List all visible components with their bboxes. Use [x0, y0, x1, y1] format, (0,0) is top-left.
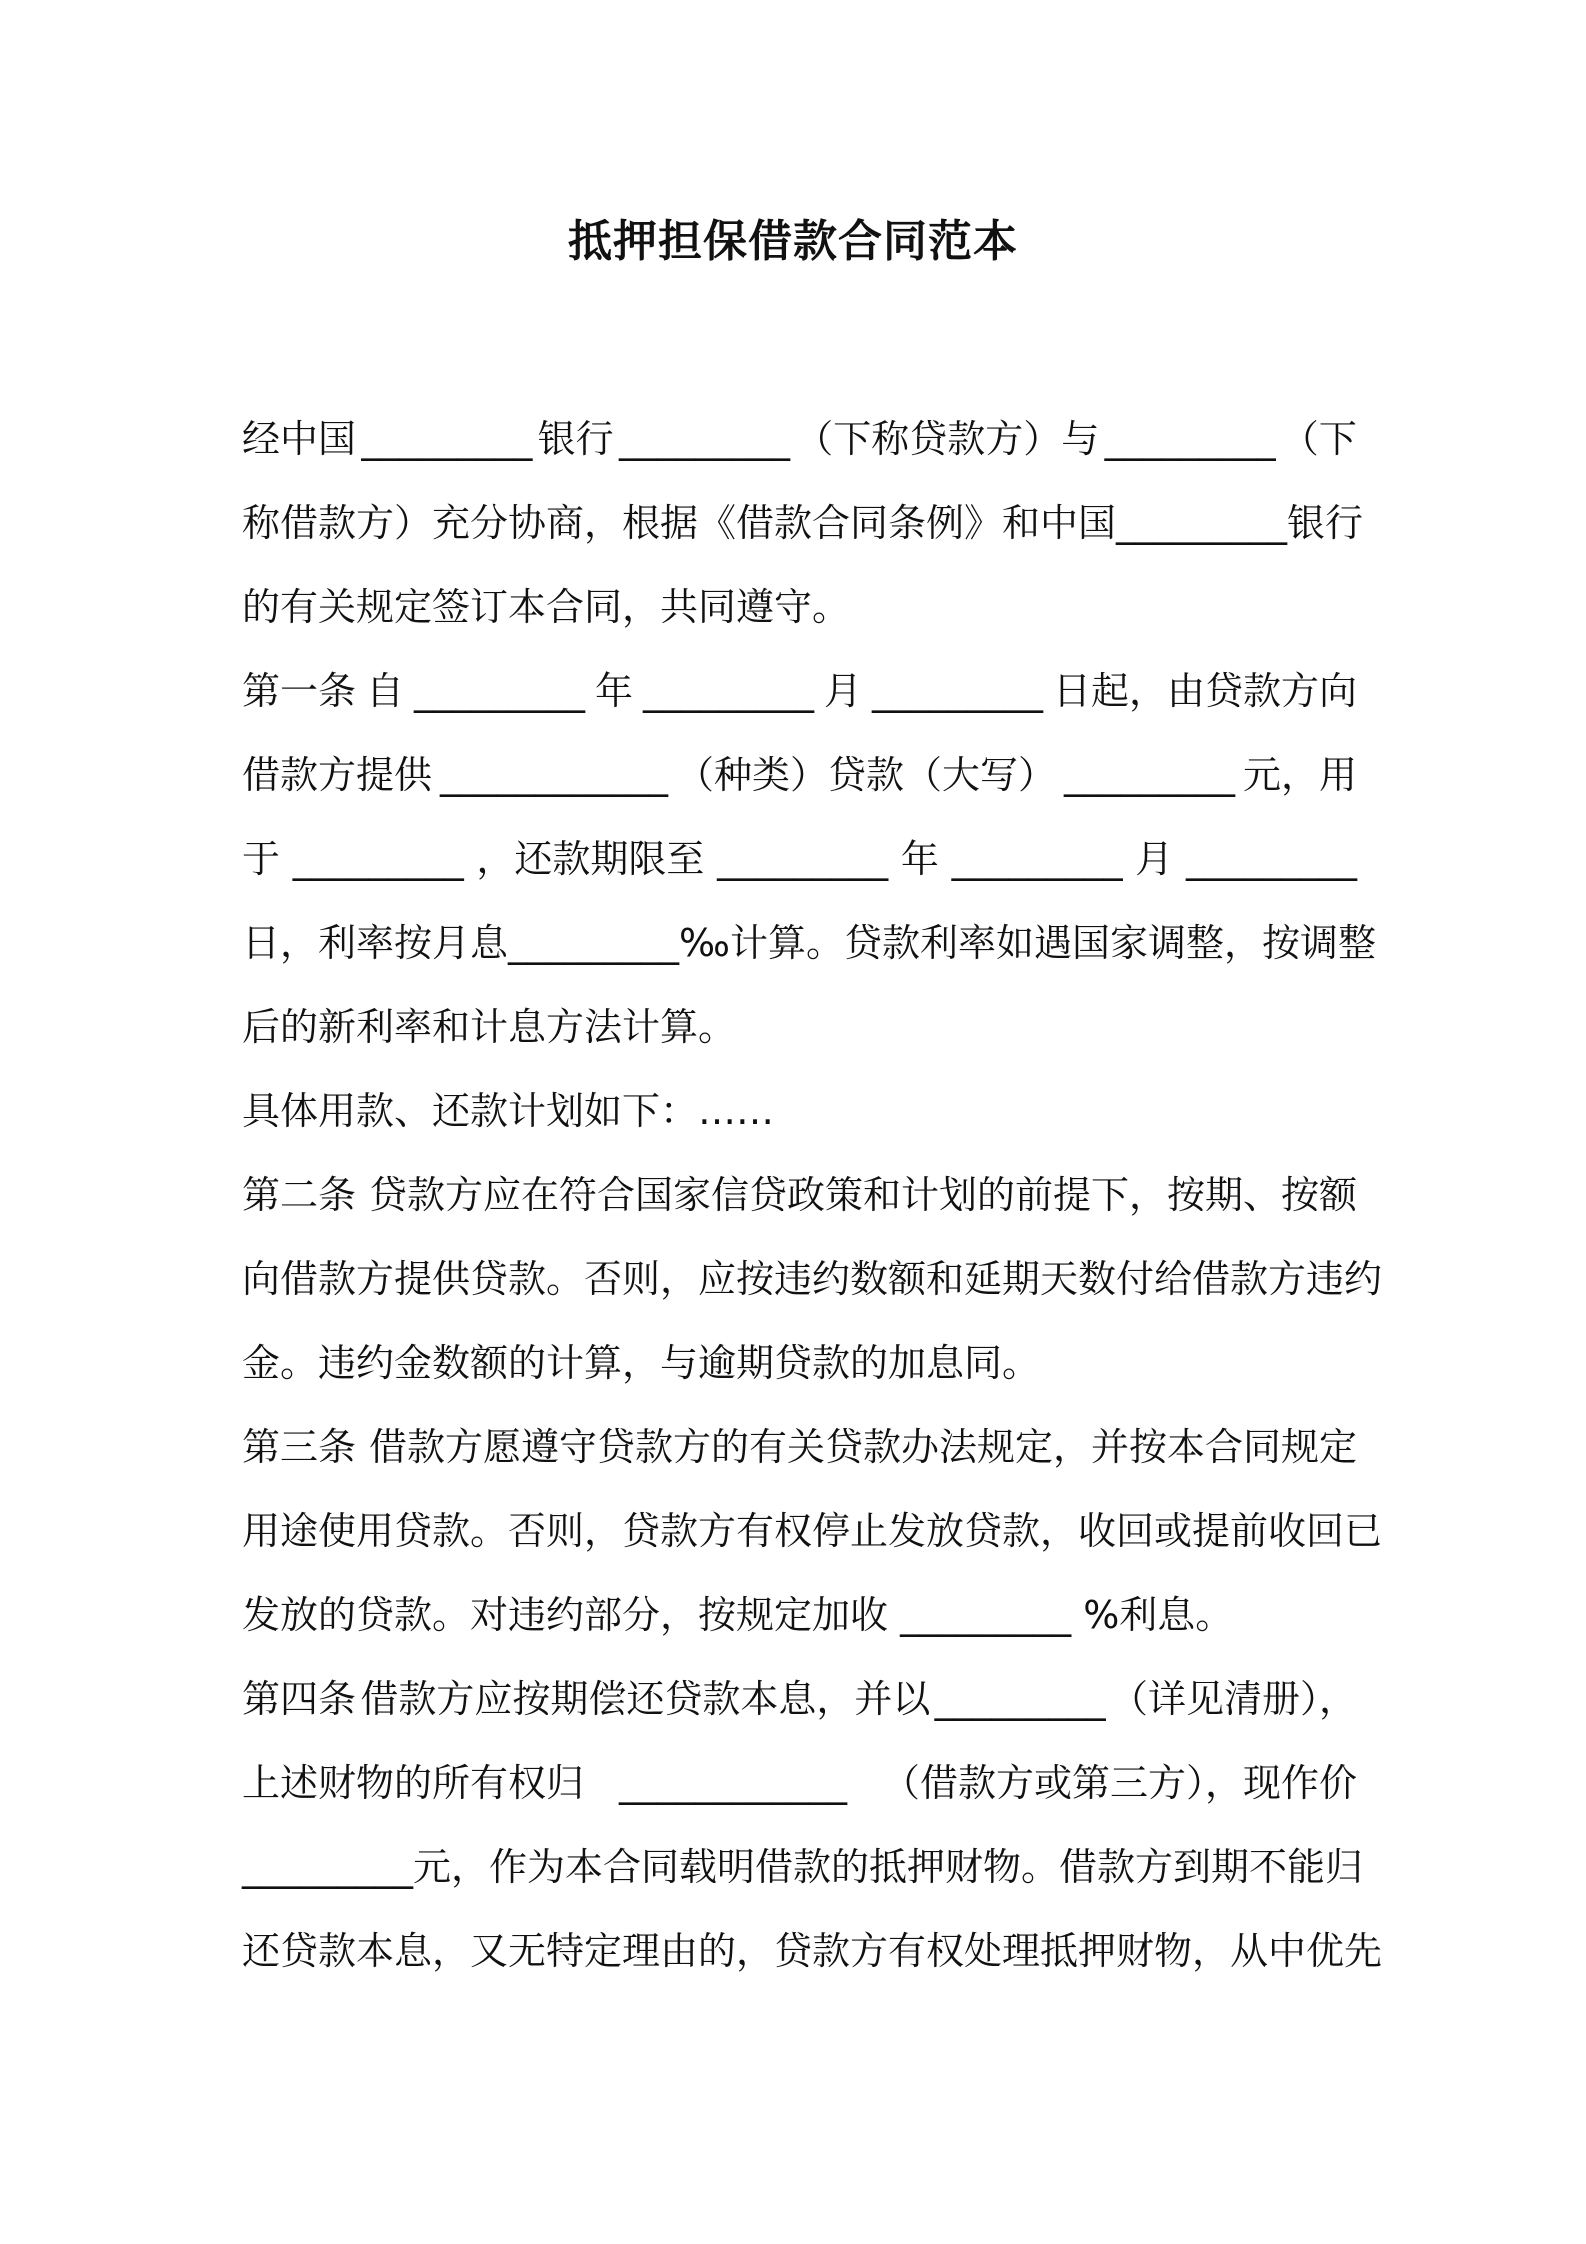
text-segment: 于 [242, 837, 281, 881]
text-segment: 上述财物的所有权归 [242, 1761, 585, 1805]
blank-field: _________ [934, 1677, 1106, 1721]
document-line-2 [242, 481, 1364, 565]
document-line-3 [242, 565, 1357, 649]
text-segment: 的有关规定签订本合同，共同遵守。 [242, 585, 851, 629]
text-segment: %利息。 [1083, 1593, 1234, 1637]
text-segment: 后的新利率和计息方法计算。 [242, 1005, 737, 1049]
text-segment: 银行 [1287, 501, 1364, 545]
blank-field: _________ [951, 837, 1123, 881]
text-segment: 月 [1135, 837, 1174, 881]
document-line-19 [242, 1909, 1383, 1993]
text-segment: 发放的贷款。对违约部分，按规定加收 [242, 1593, 889, 1637]
text-segment: 还贷款本息，又无特定理由的，贷款方有权处理抵押财物，从中优先 [242, 1929, 1383, 1973]
blank-field: _________ [242, 1845, 413, 1889]
text-segment: 向借款方提供贷款。否则，应按违约数额和延期天数付给借款方违约 [242, 1257, 1383, 1301]
blank-field: _________ [1116, 501, 1288, 545]
document-line-18 [242, 1825, 1364, 1909]
text-segment: 年 [594, 669, 633, 713]
article-label: 第四条 [242, 1677, 357, 1721]
article-label: 第三条 [242, 1425, 357, 1469]
document-line-4 [242, 649, 1357, 733]
document-line-11 [242, 1237, 1383, 1321]
blank-field: ____________ [619, 1761, 847, 1805]
text-segment: 金。违约金数额的计算，与逾期贷款的加息同。 [242, 1341, 1041, 1385]
document-line-9 [242, 1069, 1357, 1153]
document-line-14 [242, 1489, 1383, 1573]
blank-field: _________ [361, 417, 533, 461]
text-segment: 借款方提供 [242, 753, 433, 797]
text-segment: 借款方愿遵守贷款方的有关贷款办法规定，并按本合同规定 [368, 1425, 1357, 1469]
article-label: 第二条 [242, 1173, 357, 1217]
blank-field: _________ [414, 669, 585, 713]
text-segment: 元，用 [1242, 753, 1357, 797]
text-segment: （种类）贷款（大写） [675, 753, 1056, 797]
text-segment: （借款方或第三方），现作价 [881, 1761, 1357, 1805]
blank-field: _________ [642, 669, 814, 713]
text-segment: （下 [1280, 417, 1357, 461]
text-segment: 用途使用贷款。否则，贷款方有权停止发放贷款，收回或提前收回已 [242, 1509, 1383, 1553]
text-segment: 月 [823, 669, 862, 713]
text-segment: 日起，由贷款方向 [1052, 669, 1357, 713]
document-line-13 [242, 1405, 1357, 1489]
text-segment: 借款方应按期偿还贷款本息，并以 [360, 1677, 931, 1721]
document-line-15 [242, 1573, 1357, 1657]
document-line-16 [242, 1657, 1357, 1741]
text-segment: 贷款方应在符合国家信贷政策和计划的前提下，按期、按额 [368, 1173, 1357, 1217]
document-line-17 [242, 1741, 1357, 1825]
text-segment: ，还款期限至 [476, 837, 705, 881]
document-line-12 [242, 1321, 1357, 1405]
text-segment: 经中国 [242, 417, 357, 461]
blank-field: _________ [717, 837, 889, 881]
blank-field: _________ [292, 837, 464, 881]
blank-field: ____________ [440, 753, 668, 797]
blank-field: _________ [1104, 417, 1276, 461]
document-line-10 [242, 1153, 1357, 1237]
document-line-6 [242, 817, 1357, 901]
blank-field: _________ [900, 1593, 1072, 1637]
text-segment: 自 [366, 669, 405, 713]
blank-field: _________ [1063, 753, 1235, 797]
text-segment: 元，作为本合同载明借款的抵押财物。借款方到期不能归 [413, 1845, 1364, 1889]
text-segment: （下称贷款方）与 [795, 417, 1100, 461]
document-line-8 [242, 985, 1357, 1069]
article-label: 第一条 [242, 669, 357, 713]
text-segment: 具体用款、还款计划如下：…… [242, 1089, 775, 1133]
blank-field: _________ [508, 921, 680, 965]
blank-field: _________ [618, 417, 790, 461]
document-line-1 [242, 397, 1357, 481]
text-segment: 日，利率按月息 [242, 921, 509, 965]
text-segment: ‰计算。贷款利率如遇国家调整，按调整 [679, 921, 1377, 965]
text-segment: 年 [900, 837, 939, 881]
document-title: 抵押担保借款合同范本 [568, 216, 1018, 267]
text-segment: 称借款方）充分协商，根据《借款合同条例》和中国 [242, 501, 1117, 545]
blank-field: _________ [1185, 837, 1357, 881]
text-segment: 银行 [537, 417, 614, 461]
document-line-5 [242, 733, 1357, 817]
text-segment: （详见清册）， [1109, 1677, 1357, 1721]
blank-field: _________ [871, 669, 1043, 713]
document-line-7 [242, 901, 1377, 985]
